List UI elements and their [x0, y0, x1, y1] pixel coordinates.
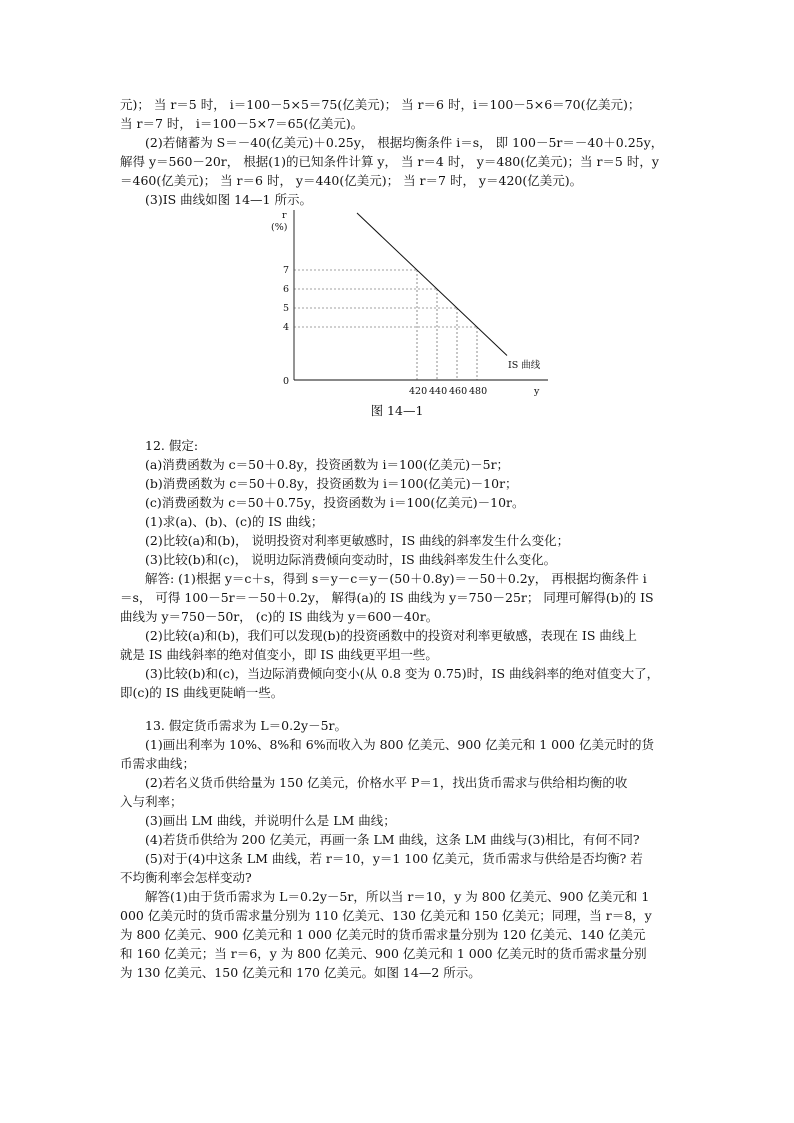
question-title: 12. 假定: — [145, 438, 199, 453]
y-tick-label: 4 — [283, 322, 290, 333]
text-line: (3)画出 LM 曲线，并说明什么是 LM 曲线； — [145, 813, 396, 828]
text-line: 入与利率； — [120, 794, 183, 809]
text-line: 就是 IS 曲线斜率的绝对值变小，即 IS 曲线更平坦一些。 — [120, 647, 438, 662]
text-line: (1)画出利率为 10%、8%和 6%而收入为 800 亿美元、900 亿美元和 1 000 亿美元时的货 — [145, 737, 654, 752]
text-line: (5)对于(4)中这条 LM 曲线，若 r＝10，y＝1 100 亿美元，货币需求与供给是否均衡? 若 — [145, 851, 643, 866]
text-line: ＝460(亿美元)； 当 r＝6 时， y＝440(亿美元)； 当 r＝7 时， y＝420(亿美元)。 — [120, 173, 583, 188]
x-tick-label: 480 — [469, 386, 488, 397]
text-line: 解答: (1)根据 y＝c＋s，得到 s＝y－c＝y－(50＋0.8y)＝－50＋0.2y， 再根据均衡条件 i — [145, 571, 647, 586]
y-tick-label: 6 — [283, 284, 290, 295]
text-line: 元)； 当 r＝5 时， i＝100－5×5＝75(亿美元)； 当 r＝6 时，i＝100－5×6＝70(亿美元)； — [120, 97, 641, 112]
text-line: 币需求曲线； — [120, 756, 196, 771]
text-line: (2)比较(a)和(b)，我们可以发现(b)的投资函数中的投资对利率更敏感，表现在 IS 曲线上 — [145, 628, 637, 643]
text-line: 解答(1)由于货币需求为 L＝0.2y－5r，所以当 r＝10，y 为 800 亿美元、900 亿美元和 1 — [145, 889, 650, 904]
text-line: 为 800 亿美元、900 亿美元和 1 000 亿美元时的货币需求量分别为 120 亿美元、140 亿美元 — [120, 927, 646, 942]
is-curve-label: IS 曲线 — [508, 360, 541, 371]
is-curve-line — [357, 213, 507, 356]
y-axis-unit: (%) — [271, 222, 288, 233]
x-axis-label: y — [534, 386, 540, 397]
question-title: 13. 假定货币需求为 L＝0.2y－5r。 — [145, 718, 347, 733]
x-tick-label: 460 — [449, 386, 468, 397]
text-line: 当 r＝7 时， i＝100－5×7＝65(亿美元)。 — [120, 116, 364, 131]
x-tick-label: 440 — [429, 386, 448, 397]
text-line: 不均衡利率会怎样变动? — [120, 870, 252, 885]
y-tick-label: 7 — [283, 265, 290, 276]
text-line: (1)求(a)、(b)、(c)的 IS 曲线； — [145, 514, 324, 529]
text-line: ＝s， 可得 100－5r＝－50＋0.2y， 解得(a)的 IS 曲线为 y＝750－25r； 同理可解得(b)的 IS — [120, 590, 654, 605]
origin-label: 0 — [283, 376, 290, 387]
y-axis-label: r — [282, 210, 287, 221]
reference-lines — [294, 270, 477, 380]
is-curve-figure — [258, 208, 548, 400]
text-line: 即(c)的 IS 曲线更陡峭一些。 — [120, 685, 284, 700]
text-line: (4)若货币供给为 200 亿美元，再画一条 LM 曲线，这条 LM 曲线与(3)相比，有何不同? — [145, 832, 640, 847]
text-line: (3)比较(b)和(c)， 说明边际消费倾向变动时，IS 曲线斜率发生什么变化。 — [145, 552, 557, 567]
y-tick-label: 5 — [283, 303, 290, 314]
text-line: (c)消费函数为 c＝50＋0.75y，投资函数为 i＝100(亿美元)－10r。 — [145, 495, 525, 510]
text-line: (3)IS 曲线如图 14—1 所示。 — [145, 192, 312, 207]
text-line: (2)若名义货币供给量为 150 亿美元，价格水平 P＝1，找出货币需求与供给相均衡的收 — [145, 775, 628, 790]
text-line: 和 160 亿美元；当 r＝6，y 为 800 亿美元、900 亿美元和 1 000 亿美元时的货币需求量分别 — [120, 946, 647, 961]
y-tick-labels — [283, 265, 289, 333]
text-line: 为 130 亿美元、150 亿美元和 170 亿美元。如图 14—2 所示。 — [120, 965, 481, 980]
x-tick-labels — [409, 386, 487, 397]
text-line: (b)消费函数为 c＝50＋0.8y，投资函数为 i＝100(亿美元)－10r； — [145, 476, 518, 491]
text-line: 曲线为 y＝750－50r， (c)的 IS 曲线为 y＝600－40r。 — [120, 609, 439, 624]
figure-caption: 图 14—1 — [370, 403, 424, 418]
text-line: (3)比较(b)和(c)，当边际消费倾向变小(从 0.8 变为 0.75)时，IS 曲线斜率的绝对值变大了， — [145, 666, 660, 681]
text-line: (a)消费函数为 c＝50＋0.8y，投资函数为 i＝100(亿美元)－5r； — [145, 457, 510, 472]
text-line: (2)比较(a)和(b)， 说明投资对利率更敏感时，IS 曲线的斜率发生什么变化； — [145, 533, 570, 548]
text-line: 000 亿美元时的货币需求量分别为 110 亿美元、130 亿美元和 150 亿美元；同理，当 r＝8，y — [120, 908, 652, 923]
text-line: (2)若储蓄为 S＝－40(亿美元)＋0.25y， 根据均衡条件 i＝s， 即 100－5r＝－40＋0.25y， — [145, 135, 664, 150]
text-line: 解得 y＝560－20r， 根据(1)的已知条件计算 y， 当 r＝4 时， y＝480(亿美元)；当 r＝5 时，y — [120, 154, 659, 169]
x-tick-label: 420 — [409, 386, 428, 397]
